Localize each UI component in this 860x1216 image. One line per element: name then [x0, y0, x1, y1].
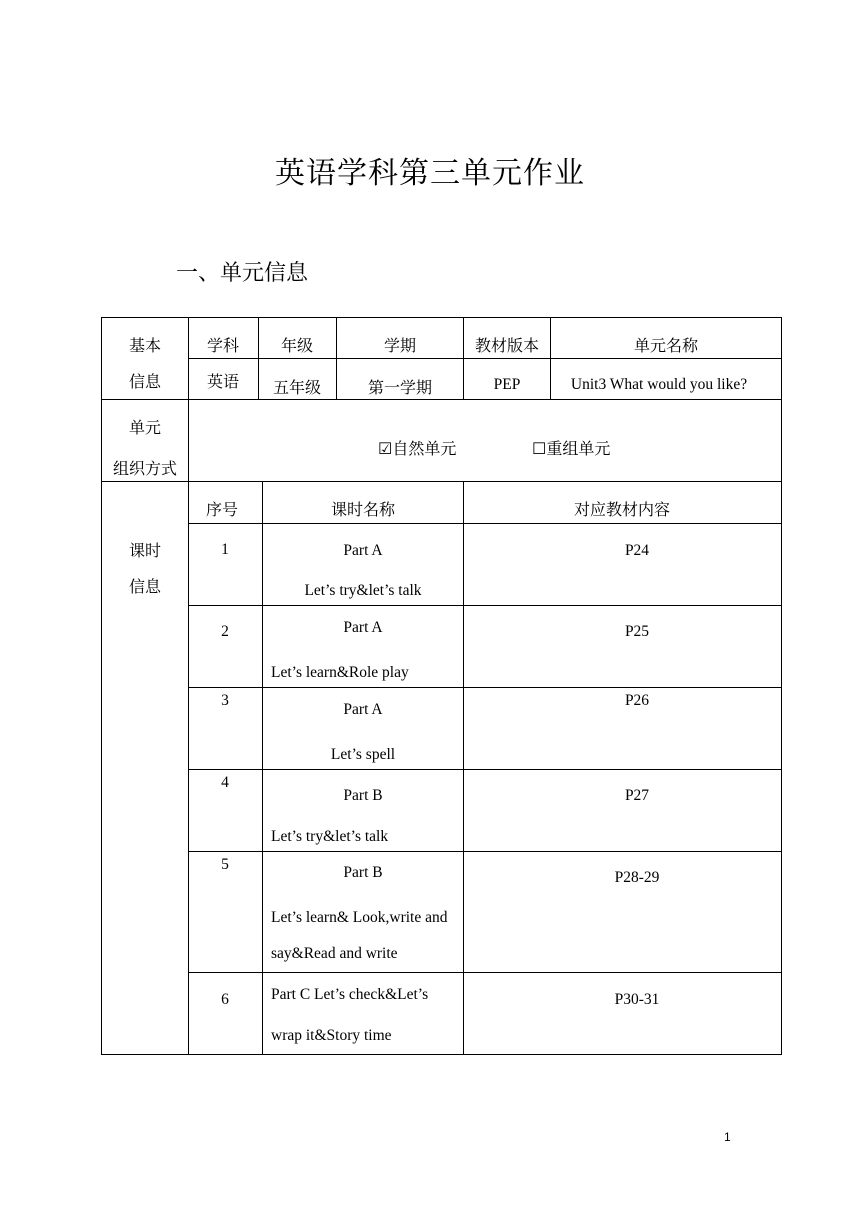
section-heading: 一、单元信息	[176, 261, 309, 286]
lesson-row-1-name-line1: Part A	[343, 542, 383, 559]
table-rule	[258, 317, 259, 399]
table-rule	[336, 317, 337, 399]
table-rule	[463, 317, 464, 399]
table-rule	[550, 317, 551, 399]
value-unit-name: Unit3 What would you like?	[570, 376, 748, 393]
table-rule	[463, 481, 464, 1055]
lesson-row-4-name-line2: Let’s try&let’s talk	[271, 828, 389, 845]
table-rule	[188, 687, 782, 688]
lessons-label-line2: 信息	[128, 577, 162, 596]
table-rule	[262, 481, 263, 1055]
basic-info-label-line2: 信息	[128, 372, 162, 391]
lessons-label-line1: 课时	[128, 541, 162, 560]
lesson-row-6-no: 6	[221, 991, 229, 1008]
lesson-row-1-name-line2: Let’s try&let’s talk	[304, 582, 422, 599]
lesson-row-2-name-line1: Part A	[343, 619, 383, 636]
lesson-row-3-name-line2: Let’s spell	[330, 746, 396, 763]
lesson-row-3-no: 3	[221, 692, 229, 709]
lesson-row-5-name-line2: Let’s learn& Look,write and	[271, 909, 448, 926]
table-border-top	[101, 317, 782, 318]
document-title: 英语学科第三单元作业	[275, 156, 585, 191]
value-semester: 第一学期	[367, 378, 433, 397]
natural-unit-option: ☑自然单元	[378, 439, 457, 458]
lesson-row-6-name-line1: Part C Let’s check&Let’s	[271, 986, 429, 1003]
lesson-row-5-content: P28-29	[614, 869, 660, 886]
lesson-row-4-name-line1: Part B	[343, 787, 383, 804]
page-number: 1	[724, 1130, 731, 1144]
header-textbook-version: 教材版本	[474, 336, 540, 355]
lesson-row-2-name-line2: Let’s learn&Role play	[271, 664, 409, 681]
lesson-row-3-content: P26	[624, 692, 650, 709]
lesson-row-6-name-line2: wrap it&Story time	[271, 1027, 392, 1044]
header-sequence-no: 序号	[205, 500, 239, 519]
table-rule	[101, 481, 782, 482]
table-border-left	[101, 317, 102, 1055]
lesson-row-3-name-line1: Part A	[343, 701, 383, 718]
table-rule	[188, 851, 782, 852]
header-unit-name: 单元名称	[633, 336, 699, 355]
lesson-row-2-content: P25	[624, 623, 650, 640]
value-grade: 五年级	[272, 378, 322, 397]
header-textbook-content: 对应教材内容	[573, 500, 671, 519]
header-lesson-name: 课时名称	[330, 500, 396, 519]
lesson-row-4-no: 4	[221, 774, 229, 791]
table-rule	[188, 358, 782, 359]
lesson-row-5-name-line3: say&Read and write	[271, 945, 398, 962]
table-rule	[188, 605, 782, 606]
header-semester: 学期	[383, 336, 417, 355]
lesson-row-4-content: P27	[624, 787, 650, 804]
table-rule	[188, 972, 782, 973]
table-rule	[101, 399, 782, 400]
value-textbook-version: PEP	[493, 376, 521, 393]
lesson-row-2-no: 2	[221, 623, 229, 640]
lesson-row-1-content: P24	[624, 542, 650, 559]
value-subject: 英语	[206, 372, 240, 391]
organization-label-line2: 组织方式	[112, 459, 178, 478]
table-rule	[188, 523, 782, 524]
header-grade: 年级	[280, 336, 314, 355]
lesson-row-5-name-line1: Part B	[343, 864, 383, 881]
table-border-bottom	[101, 1054, 782, 1055]
table-border-right	[781, 317, 782, 1055]
table-rule	[188, 769, 782, 770]
lesson-row-6-content: P30-31	[614, 991, 660, 1008]
header-subject: 学科	[206, 336, 240, 355]
basic-info-label-line1: 基本	[128, 336, 162, 355]
regrouped-unit-option: ☐重组单元	[532, 439, 611, 458]
lesson-row-5-no: 5	[221, 856, 229, 873]
table-rule	[188, 317, 189, 1055]
lesson-row-1-no: 1	[221, 541, 229, 558]
organization-label-line1: 单元	[128, 418, 162, 437]
